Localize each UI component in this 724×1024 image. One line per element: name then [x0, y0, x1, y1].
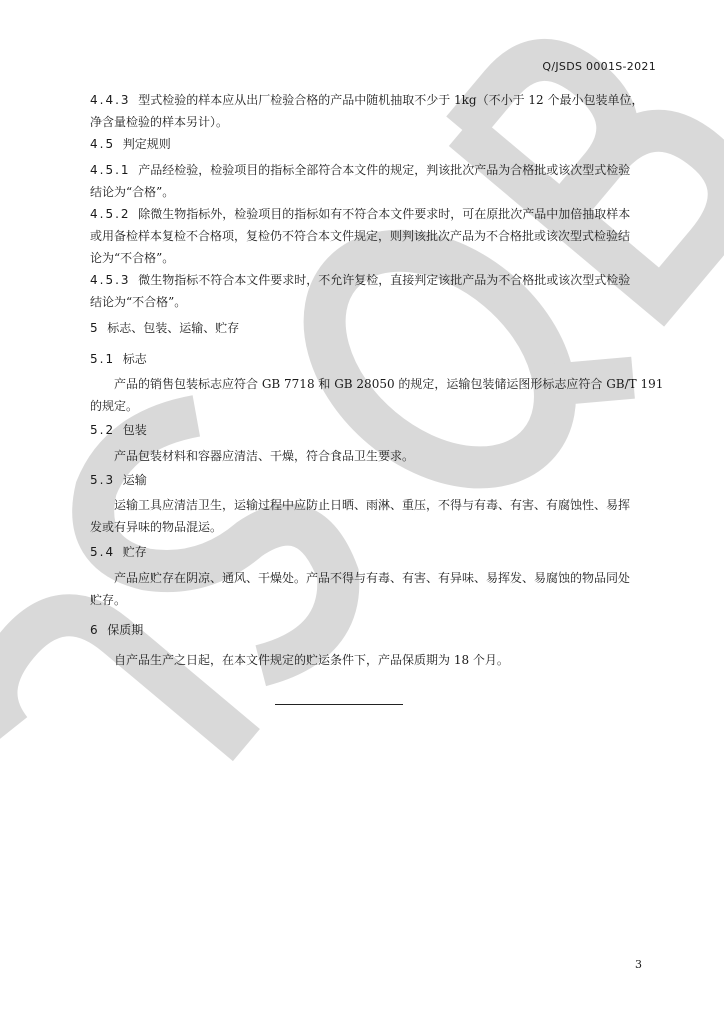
heading-number: 5.4 [90, 545, 116, 559]
heading-title: 判定规则 [122, 137, 171, 151]
clause-text: 除微生物指标外，检验项目的指标如有不符合本文件要求时，可在原批次产品中加倍抽取样本 [138, 207, 631, 221]
heading-6 [90, 622, 143, 638]
clause-4-5-3-line-2: 结论为“不合格”。 [90, 295, 187, 309]
heading-title: 运输 [122, 473, 147, 487]
clause-4-5-2-line-3: 论为“不合格”。 [90, 251, 175, 265]
section-5-1-line-2: 的规定。 [90, 399, 139, 413]
section-5-4-line-2: 贮存。 [90, 593, 127, 607]
clause-4-5-2-line-1 [90, 206, 630, 222]
section-5-3-line-1: 运输工具应清洁卫生，运输过程中应防止日晒、雨淋、重压，不得与有毒、有害、有腐蚀性、易挥 [114, 498, 631, 512]
heading-title: 保质期 [107, 623, 144, 637]
clause-number: 4.5.3 [90, 273, 131, 287]
end-rule [275, 704, 403, 705]
section-5-1-line-1: 产品的销售包装标志应符合 GB 7718 和 GB 28050 的规定，运输包装储运图形标志应符合 GB/T 191 [114, 377, 664, 391]
section-5-2-line-1: 产品包装材料和容器应清洁、干燥，符合食品卫生要求。 [114, 449, 415, 463]
heading-5 [90, 320, 239, 336]
heading-5-1 [90, 351, 147, 367]
clause-4-4-3-line-1 [90, 92, 644, 108]
heading-number: 5.2 [90, 423, 116, 437]
heading-title: 包装 [122, 423, 147, 437]
section-5-4-line-1: 产品应贮存在阴凉、通风、干燥处。产品不得与有毒、有害、有异味、易挥发、易腐蚀的物品同处 [114, 571, 631, 585]
heading-number: 4.5 [90, 137, 116, 151]
clause-4-5-1-line-2: 结论为“合格”。 [90, 185, 175, 199]
heading-number: 6 [90, 623, 100, 637]
heading-5-4 [90, 544, 147, 560]
clause-4-4-3-line-2: 净含量检验的样本另计）。 [90, 115, 229, 129]
clause-4-5-2-line-2: 或用备检样本复检不合格项，复检仍不符合本文件规定，则判该批次产品为不合格批或该次型式检验结 [90, 229, 631, 243]
heading-number: 5.1 [90, 352, 116, 366]
page-number: 3 [635, 958, 642, 971]
heading-number: 5 [90, 321, 100, 335]
clause-4-5-3-line-1 [90, 272, 630, 288]
heading-title: 标志、包装、运输、贮存 [107, 321, 240, 335]
clause-text: 型式检验的样本应从出厂检验合格的产品中随机抽取不少于 1kg（不小于 12 个最小包装单位， [138, 93, 644, 107]
clause-text: 微生物指标不符合本文件要求时，不允许复检，直接判定该批产品为不合格批或该次型式检验 [138, 273, 631, 287]
heading-title: 贮存 [122, 545, 147, 559]
clause-4-5-1-line-1 [90, 162, 630, 178]
heading-5-2 [90, 422, 147, 438]
heading-4-5 [90, 136, 171, 152]
heading-title: 标志 [122, 352, 147, 366]
clause-number: 4.5.1 [90, 163, 131, 177]
section-6-line-1: 自产品生产之日起，在本文件规定的贮运条件下，产品保质期为 18 个月。 [114, 653, 509, 667]
document-code: Q/JSDS 0001S-2021 [542, 60, 656, 73]
clause-number: 4.4.3 [90, 93, 131, 107]
heading-number: 5.3 [90, 473, 116, 487]
clause-number: 4.5.2 [90, 207, 131, 221]
section-5-3-line-2: 发或有异味的物品混运。 [90, 520, 223, 534]
heading-5-3 [90, 472, 147, 488]
clause-text: 产品经检验，检验项目的指标全部符合本文件的规定，判该批次产品为合格批或该次型式检验 [138, 163, 631, 177]
